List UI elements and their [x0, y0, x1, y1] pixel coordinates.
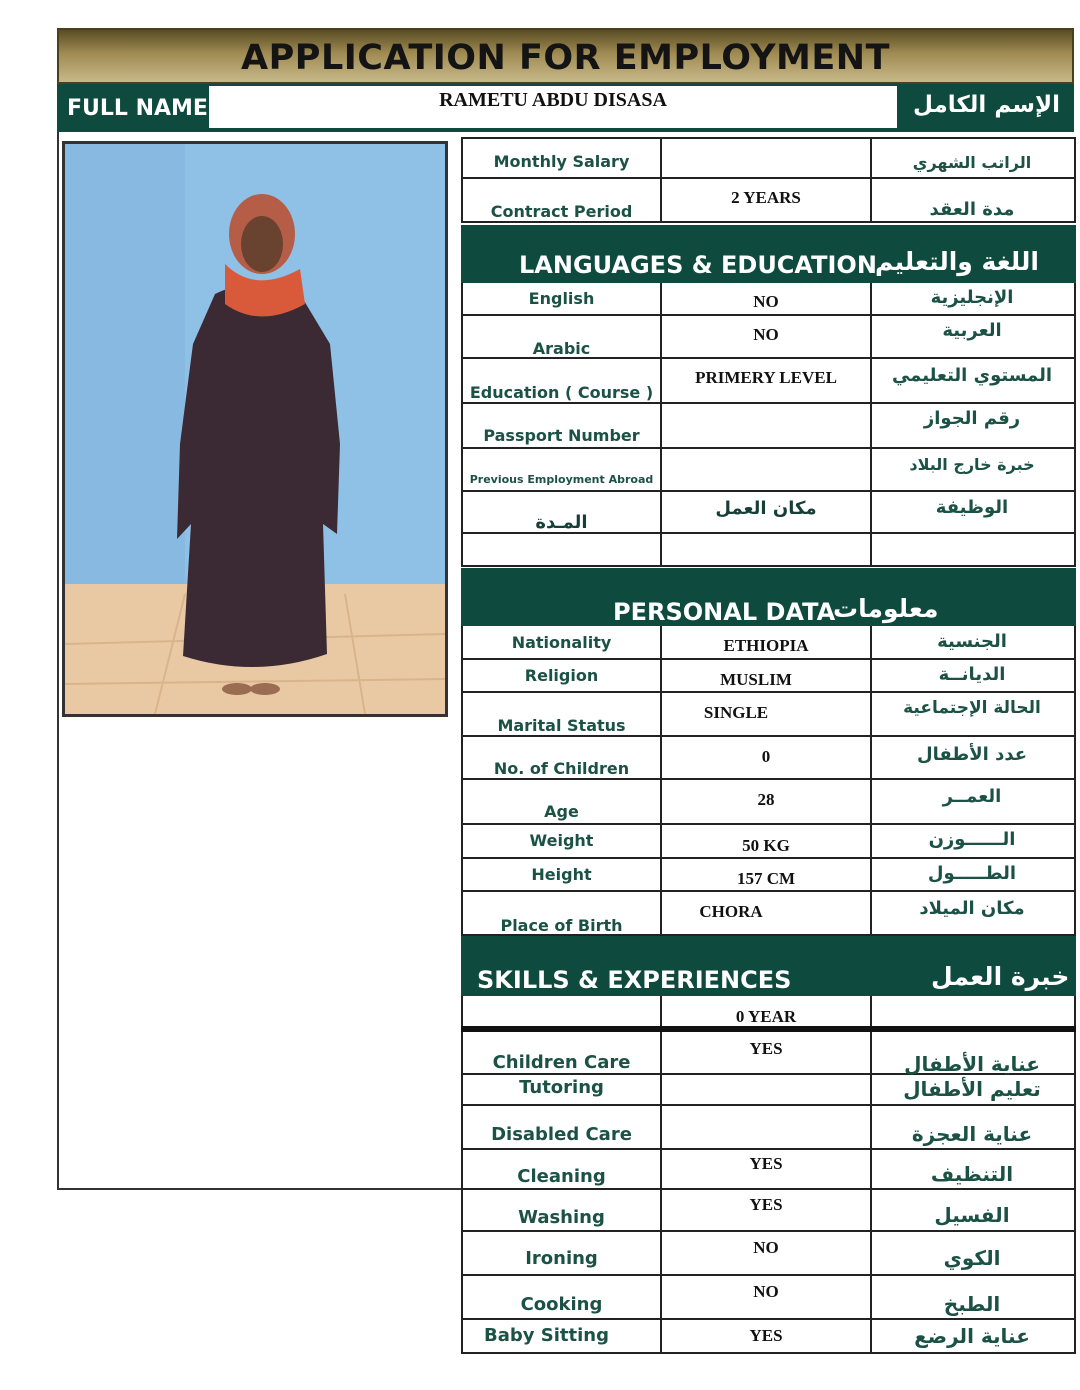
place-of-birth-value: CHORA	[699, 902, 763, 921]
row-ar-cell	[872, 996, 1076, 1026]
washing-label: Washing	[518, 1207, 605, 1228]
table-row	[461, 359, 1076, 404]
english-label: English	[528, 289, 595, 308]
row-label-cell	[461, 1032, 662, 1073]
table-row	[461, 404, 1076, 449]
ironing-label-ar: الكوي	[943, 1246, 1001, 1270]
education-value: PRIMERY LEVEL	[695, 368, 837, 387]
duration-header-ar: المـدة	[535, 512, 588, 533]
row-label-cell	[461, 780, 662, 823]
nationality-value-cell[interactable]	[662, 626, 872, 658]
personal-section-title-ar: معلومات	[833, 594, 939, 623]
children-care-label-ar: عناية الأطفال	[904, 1052, 1040, 1076]
row-label-cell	[461, 626, 662, 658]
tutoring-value-cell[interactable]	[662, 1075, 872, 1104]
ironing-value-cell[interactable]	[662, 1232, 872, 1274]
monthly-salary-label-cell	[461, 139, 662, 177]
height-value-cell[interactable]	[662, 859, 872, 890]
cooking-label: Cooking	[520, 1294, 603, 1315]
passport-label: Passport Number	[483, 426, 640, 445]
personal-section-header	[461, 568, 1076, 626]
row-ar-cell	[872, 825, 1076, 857]
monthly-salary-value-cell[interactable]	[662, 139, 872, 177]
children-care-value: YES	[749, 1039, 783, 1058]
passport-value-cell[interactable]	[662, 404, 872, 447]
monthly-salary-label-ar: الراتب الشهري	[912, 153, 1032, 172]
table-row	[461, 825, 1076, 859]
row-ar-cell	[872, 660, 1076, 691]
applicant-photo	[62, 141, 448, 717]
row-ar-cell	[872, 626, 1076, 658]
row-label-cell	[461, 492, 662, 532]
children-care-label: Children Care	[492, 1052, 631, 1073]
table-row	[461, 660, 1076, 693]
row-ar-cell	[872, 1276, 1076, 1318]
row-ar-cell	[872, 1190, 1076, 1230]
monthly-salary-row	[461, 137, 1076, 179]
cooking-value: NO	[753, 1282, 779, 1301]
religion-label-ar: الديانــة	[938, 664, 1006, 685]
children-value-cell[interactable]	[662, 737, 872, 778]
arabic-label: Arabic	[532, 339, 591, 358]
full-name-value: RAMETU ABDU DISASA	[439, 89, 667, 111]
ironing-value: NO	[753, 1238, 779, 1257]
row-label-cell	[461, 825, 662, 857]
contract-period-ar-cell	[872, 179, 1076, 221]
row-ar-cell	[872, 859, 1076, 890]
place-of-birth-value-cell[interactable]	[662, 892, 872, 934]
baby-sitting-label-ar: عناية الرضع	[914, 1324, 1030, 1348]
arabic-label-ar: العربية	[942, 320, 1002, 341]
previous-employment-label-ar: خبرة خارج البلاد	[909, 455, 1035, 474]
row-label-cell	[461, 1190, 662, 1230]
row-ar-cell	[872, 693, 1076, 735]
baby-sitting-value-cell[interactable]	[662, 1320, 872, 1352]
row-ar-cell	[872, 1106, 1076, 1148]
ironing-label: Ironing	[525, 1248, 598, 1269]
table-row	[461, 1150, 1076, 1190]
disabled-care-label: Disabled Care	[491, 1124, 632, 1145]
row-label-cell	[461, 1232, 662, 1274]
row-label-cell	[461, 996, 662, 1026]
children-label: No. of Children	[493, 759, 630, 778]
row-ar-cell	[872, 492, 1076, 532]
disabled-care-label-ar: عناية العجزة	[911, 1122, 1033, 1146]
table-row	[461, 737, 1076, 780]
row-ar-cell	[872, 1150, 1076, 1188]
row-ar-cell	[872, 1320, 1076, 1352]
row-ar-cell	[872, 1032, 1076, 1076]
previous-employment-label: Previous Employment Abroad	[469, 473, 654, 486]
table-row	[461, 693, 1076, 737]
table-row	[461, 1320, 1076, 1354]
languages-section-header	[461, 225, 1076, 283]
duration-cell[interactable]	[461, 534, 662, 565]
nationality-label-ar: الجنسية	[937, 631, 1007, 652]
table-row	[461, 859, 1076, 892]
job-header-ar: الوظيفة	[935, 497, 1009, 518]
age-value: 28	[757, 790, 775, 809]
row-ar-cell	[872, 404, 1076, 447]
page-title: APPLICATION FOR EMPLOYMENT	[241, 38, 890, 78]
nationality-value: ETHIOPIA	[723, 636, 809, 655]
row-label-cell	[461, 449, 662, 490]
weight-value: 50 KG	[742, 836, 790, 855]
tutoring-label-ar: تعليم الأطفال	[903, 1077, 1041, 1101]
applicant-photo-illustration	[65, 144, 445, 714]
children-label-ar: عدد الأطفال	[916, 744, 1028, 765]
weight-label-ar: الــــــوزن	[928, 829, 1016, 850]
education-label: Education ( Course )	[469, 383, 654, 402]
cleaning-value-cell[interactable]	[662, 1150, 872, 1188]
table-row	[461, 492, 1076, 534]
cleaning-label: Cleaning	[517, 1166, 606, 1187]
row-ar-cell	[872, 892, 1076, 934]
height-value: 157 CM	[736, 869, 796, 888]
languages-section-title-ar: اللغة والتعليم	[875, 247, 1039, 276]
row-label-cell	[461, 737, 662, 778]
table-row	[461, 626, 1076, 660]
languages-section-title-en: LANGUAGES & EDUCATION	[519, 251, 877, 279]
children-care-value-cell[interactable]	[662, 1032, 872, 1073]
contract-period-row	[461, 179, 1076, 223]
nationality-label: Nationality	[511, 633, 612, 652]
english-value-cell[interactable]	[662, 283, 872, 314]
previous-employment-value-cell[interactable]	[662, 449, 872, 490]
table-row	[461, 996, 1076, 1032]
row-ar-cell	[872, 449, 1076, 490]
arabic-value: NO	[753, 325, 779, 344]
contract-period-value: 2 YEARS	[731, 188, 801, 207]
row-label-cell	[461, 1320, 662, 1352]
skills-section-title-en: SKILLS & EXPERIENCES	[477, 966, 792, 994]
age-label-ar: العمــر	[942, 786, 1002, 807]
work-place-cell[interactable]	[662, 534, 872, 565]
table-row	[461, 1232, 1076, 1276]
marital-status-value-cell[interactable]	[662, 693, 872, 735]
table-row	[461, 1075, 1076, 1106]
row-label-cell	[461, 859, 662, 890]
disabled-care-value-cell[interactable]	[662, 1106, 872, 1148]
cleaning-value: YES	[749, 1154, 783, 1173]
english-value: NO	[753, 292, 779, 311]
contract-period-label-cell	[461, 179, 662, 221]
tutoring-label: Tutoring	[519, 1077, 604, 1098]
weight-value-cell[interactable]	[662, 825, 872, 857]
experience-value: 0 YEAR	[735, 1007, 797, 1026]
row-label-cell	[461, 316, 662, 357]
row-label-cell	[461, 1276, 662, 1318]
education-value-cell[interactable]	[662, 359, 872, 402]
washing-value-cell[interactable]	[662, 1190, 872, 1230]
row-label-cell	[461, 283, 662, 314]
row-label-cell	[461, 660, 662, 691]
baby-sitting-label: Baby Sitting	[484, 1325, 609, 1346]
contract-period-value-cell[interactable]	[662, 179, 872, 221]
place-of-birth-label-ar: مكان الميلاد	[919, 898, 1025, 919]
row-ar-cell	[872, 1075, 1076, 1104]
row-ar-cell	[872, 737, 1076, 778]
cleaning-label-ar: التنظيف	[930, 1162, 1014, 1186]
table-row	[461, 534, 1076, 567]
work-place-header-ar: مكان العمل	[715, 498, 817, 519]
row-ar-cell	[872, 283, 1076, 314]
arabic-value-cell[interactable]	[662, 316, 872, 357]
baby-sitting-value: YES	[749, 1326, 783, 1345]
marital-status-label: Marital Status	[497, 716, 626, 735]
row-ar-cell	[872, 359, 1076, 402]
marital-status-label-ar: الحالة الإجتماعية	[903, 698, 1041, 718]
washing-value: YES	[749, 1195, 783, 1214]
children-value: 0	[761, 747, 771, 766]
passport-label-ar: رقم الجواز	[923, 408, 1021, 429]
religion-value-cell[interactable]	[662, 660, 872, 691]
full-name-field[interactable]	[209, 86, 897, 128]
full-name-row	[57, 84, 1074, 132]
full-name-label-en: FULL NAME	[67, 96, 208, 121]
row-label-cell	[461, 1075, 662, 1104]
table-row	[461, 780, 1076, 825]
cooking-label-ar: الطبخ	[943, 1292, 1001, 1316]
contract-period-label-ar: مدة العقد	[929, 199, 1015, 220]
row-label-cell	[461, 1106, 662, 1148]
religion-value: MUSLIM	[720, 670, 792, 689]
experience-value-cell[interactable]	[662, 996, 872, 1026]
row-value-cell	[662, 492, 872, 532]
table-row	[461, 283, 1076, 316]
row-label-cell	[461, 1150, 662, 1188]
title-bar	[57, 28, 1074, 84]
job-cell[interactable]	[872, 534, 1076, 565]
row-label-cell	[461, 404, 662, 447]
marital-status-value: SINGLE	[703, 703, 769, 722]
table-row	[461, 1106, 1076, 1150]
weight-label: Weight	[529, 831, 594, 850]
table-row	[461, 316, 1076, 359]
contract-period-label: Contract Period	[490, 202, 633, 221]
row-label-cell	[461, 359, 662, 402]
table-row	[461, 449, 1076, 492]
place-of-birth-label: Place of Birth	[500, 916, 623, 935]
age-label: Age	[544, 802, 579, 821]
height-label: Height	[531, 865, 592, 884]
skills-section-title-ar: خبرة العمل	[931, 962, 1070, 991]
table-row	[461, 1276, 1076, 1320]
religion-label: Religion	[524, 666, 599, 685]
row-ar-cell	[872, 780, 1076, 823]
monthly-salary-ar-cell	[872, 139, 1076, 177]
table-row	[461, 1032, 1076, 1075]
full-name-label-ar: الإسم الكامل	[913, 92, 1060, 118]
skills-section-header	[461, 936, 1076, 996]
washing-label-ar: الفسيل	[934, 1203, 1010, 1227]
education-label-ar: المستوي التعليمي	[891, 365, 1053, 386]
row-ar-cell	[872, 316, 1076, 357]
cooking-value-cell[interactable]	[662, 1276, 872, 1318]
age-value-cell[interactable]	[662, 780, 872, 823]
monthly-salary-label: Monthly Salary	[493, 152, 630, 171]
personal-section-title-en: PERSONAL DATA	[613, 598, 836, 626]
table-row	[461, 892, 1076, 936]
table-row	[461, 1190, 1076, 1232]
row-ar-cell	[872, 1232, 1076, 1274]
height-label-ar: الطـــــول	[927, 863, 1017, 884]
english-label-ar: الإنجليزية	[930, 287, 1014, 308]
